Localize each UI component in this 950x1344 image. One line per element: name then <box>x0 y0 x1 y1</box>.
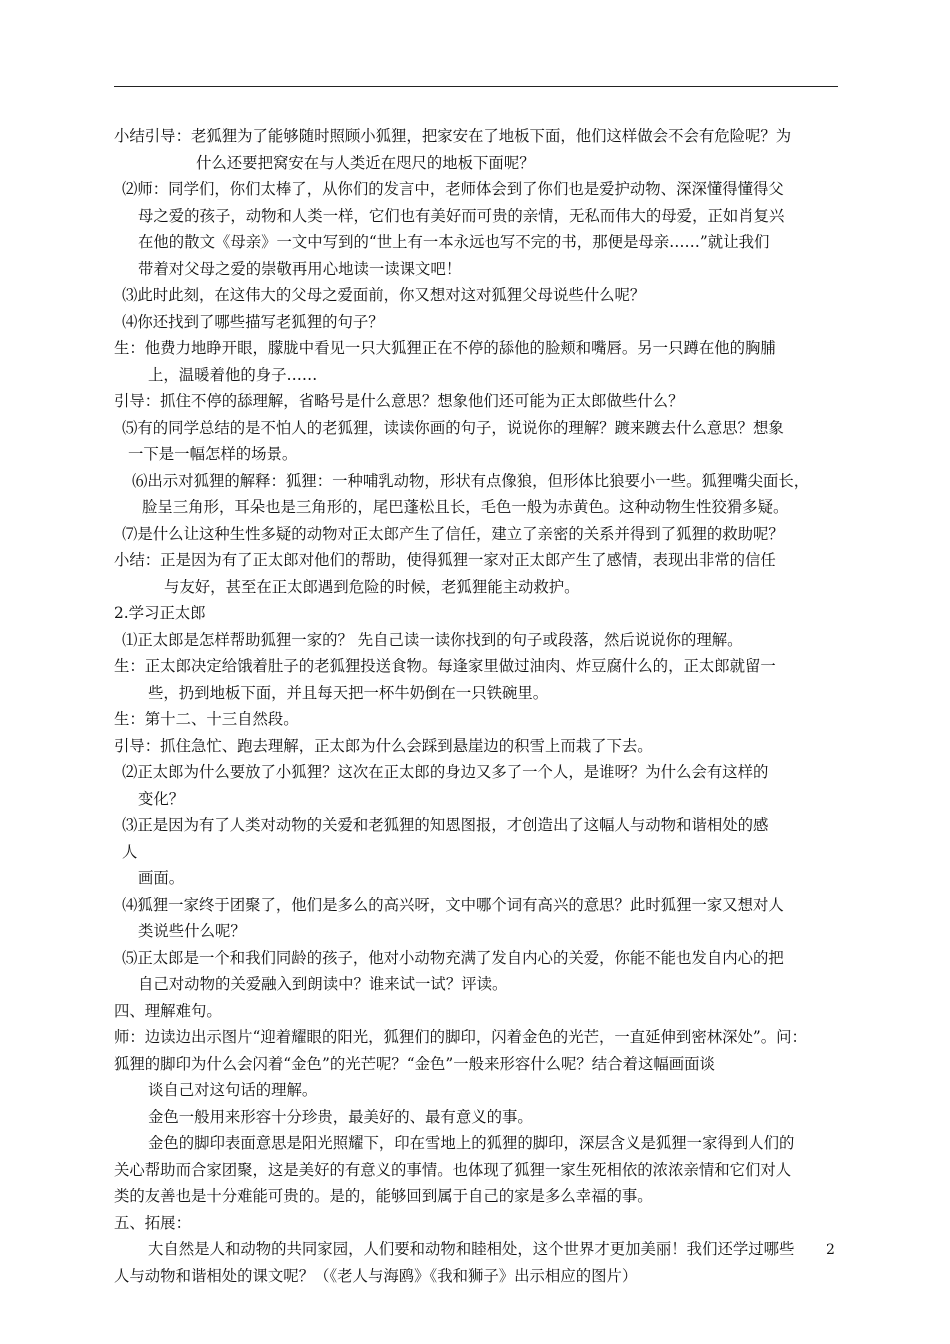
text-line: 人 <box>122 842 138 861</box>
text-line: ⑵正太郎为什么要放了小狐狸？这次在正太郎的身边又多了一个人，是谁呀？为什么会有这样的 <box>122 763 769 781</box>
text-line: 小结引导：老狐狸为了能够随时照顾小狐狸，把家安在了地板下面，他们这样做会不会有危险呢？为 <box>114 127 792 145</box>
text-line: 些，扔到地板下面，并且每天把一杯牛奶倒在一只铁碗里。 <box>148 683 549 702</box>
text-line: 五、拓展： <box>114 1213 191 1232</box>
text-line: ⑺是什么让这种生性多疑的动物对正太郎产生了信任，建立了亲密的关系并得到了狐狸的救助呢？ <box>122 524 784 543</box>
text-line: 谈自己对这句话的理解。 <box>148 1081 318 1099</box>
text-line: 什么还要把窝安在与人类近在咫尺的地板下面呢？ <box>196 153 535 172</box>
text-line: 关心帮助而合家团聚，这是美好的有意义的事情。也体现了狐狸一家生死相依的浓浓亲情和它们对人 <box>114 1160 792 1179</box>
text-line: ⑶此时此刻，在这伟大的父母之爱面前，你又想对这对狐狸父母说些什么呢？ <box>122 286 646 304</box>
text-line: 与友好，甚至在正太郎遇到危险的时候，老狐狸能主动救护。 <box>164 577 580 596</box>
text-line: 上，温暖着他的身子…… <box>148 365 318 384</box>
text-line: ⑵师：同学们，你们太棒了，从你们的发言中，老师体会到了你们也是爱护动物、深深懂得懂得父 <box>122 180 784 198</box>
text-line: ⑷狐狸一家终于团聚了，他们是多么的高兴呀，文中哪个词有高兴的意思？此时狐狸一家又想对人 <box>122 895 784 914</box>
text-line: 自己对动物的关爱融入到朗读中？谁来试一试？评读。 <box>138 975 508 993</box>
text-line: 母之爱的孩子，动物和人类一样，它们也有美好而可贵的亲情，无私而伟大的母爱，正如肖复兴 <box>138 206 785 225</box>
text-line: 狐狸的脚印为什么会闪着“金色”的光芒呢？“金色”一般来形容什么呢？结合着这幅画面谈 <box>114 1054 715 1073</box>
text-line: ⑶正是因为有了人类对动物的关爱和老狐狸的知恩图报，才创造出了这幅人与动物和谐相处的感 <box>122 816 769 834</box>
text-line: 在他的散文《母亲》一文中写到的“世上有一本永远也写不完的书，那便是母亲……”就让我们 <box>138 233 770 251</box>
document-body <box>114 123 842 1289</box>
text-line: ⑸正太郎是一个和我们同龄的孩子，他对小动物充满了发自内心的关爱，你能不能也发自内心的把 <box>122 948 784 967</box>
text-line: 类说些什么呢？ <box>138 922 246 940</box>
text-line: 带着对父母之爱的崇敬再用心地读一读课文吧！ <box>138 259 462 278</box>
text-line: 生：他费力地睁开眼，朦胧中看见一只大狐狸正在不停的舔他的脸颊和嘴唇。另一只蹲在他的胸脯 <box>114 339 776 357</box>
text-line: 小结：正是因为有了正太郎对他们的帮助，使得狐狸一家对正太郎产生了感情，表现出非常的信任 <box>114 551 776 569</box>
text-line: 一下是一幅怎样的场景。 <box>128 445 298 463</box>
text-line: 生：第十二、十三自然段。 <box>114 710 299 728</box>
text-line: 变化？ <box>138 789 185 808</box>
text-line: 金色的脚印表面意思是阳光照耀下，印在雪地上的狐狸的脚印，深层含义是狐狸一家得到人们的 <box>148 1134 795 1152</box>
text-line: 师：边读边出示图片“迎着耀眼的阳光，狐狸们的脚印，闪着金色的光芒，一直延伸到密林深处”。问： <box>114 1028 807 1046</box>
text-line: 四、理解难句。 <box>114 1001 222 1020</box>
text-line: 引导：抓住不停的舔理解，省略号是什么意思？想象他们还可能为正太郎做些什么？ <box>114 392 684 410</box>
text-line: 人与动物和谐相处的课文呢？（《老人与海鸥》《我和狮子》出示相应的图片） <box>114 1266 638 1285</box>
text-line: 画面。 <box>138 869 185 887</box>
text-line: 引导：抓住急忙、跑去理解，正太郎为什么会踩到悬崖边的积雪上而栽了下去。 <box>114 736 653 755</box>
text-line: 大自然是人和动物的共同家园，人们要和动物和睦相处，这个世界才更加美丽！我们还学过哪些 <box>148 1240 795 1258</box>
header-rule <box>114 86 838 87</box>
page-number: 2 <box>826 1242 835 1258</box>
text-line: 金色一般用来形容十分珍贵，最美好的、最有意义的事。 <box>148 1107 533 1126</box>
text-line: ⑹出示对狐狸的解释：狐狸：一种哺乳动物，形状有点像狼，但形体比狼要小一些。狐狸嘴尖面长， <box>132 471 810 490</box>
text-line: ⑴正太郎是怎样帮助狐狸一家的？ 先自己读一读你找到的句子或段落，然后说说你的理解。 <box>122 630 743 649</box>
text-line: 脸呈三角形，耳朵也是三角形的，尾巴蓬松且长，毛色一般为赤黄色。这种动物生性狡猾多疑。 <box>142 498 789 516</box>
text-line: ⑸有的同学总结的是不怕人的老狐狸，读读你画的句子，说说你的理解？踱来踱去什么意思？想象 <box>122 418 784 437</box>
text-line: 2.学习正太郎 <box>114 604 206 622</box>
text-line: 类的友善也是十分难能可贵的。是的，能够回到属于自己的家是多么幸福的事。 <box>114 1187 653 1205</box>
text-line: ⑷你还找到了哪些描写老狐狸的句子？ <box>122 312 384 331</box>
text-line: 生：正太郎决定给饿着肚子的老狐狸投送食物。每逢家里做过油肉、炸豆腐什么的，正太郎就留一 <box>114 657 776 675</box>
